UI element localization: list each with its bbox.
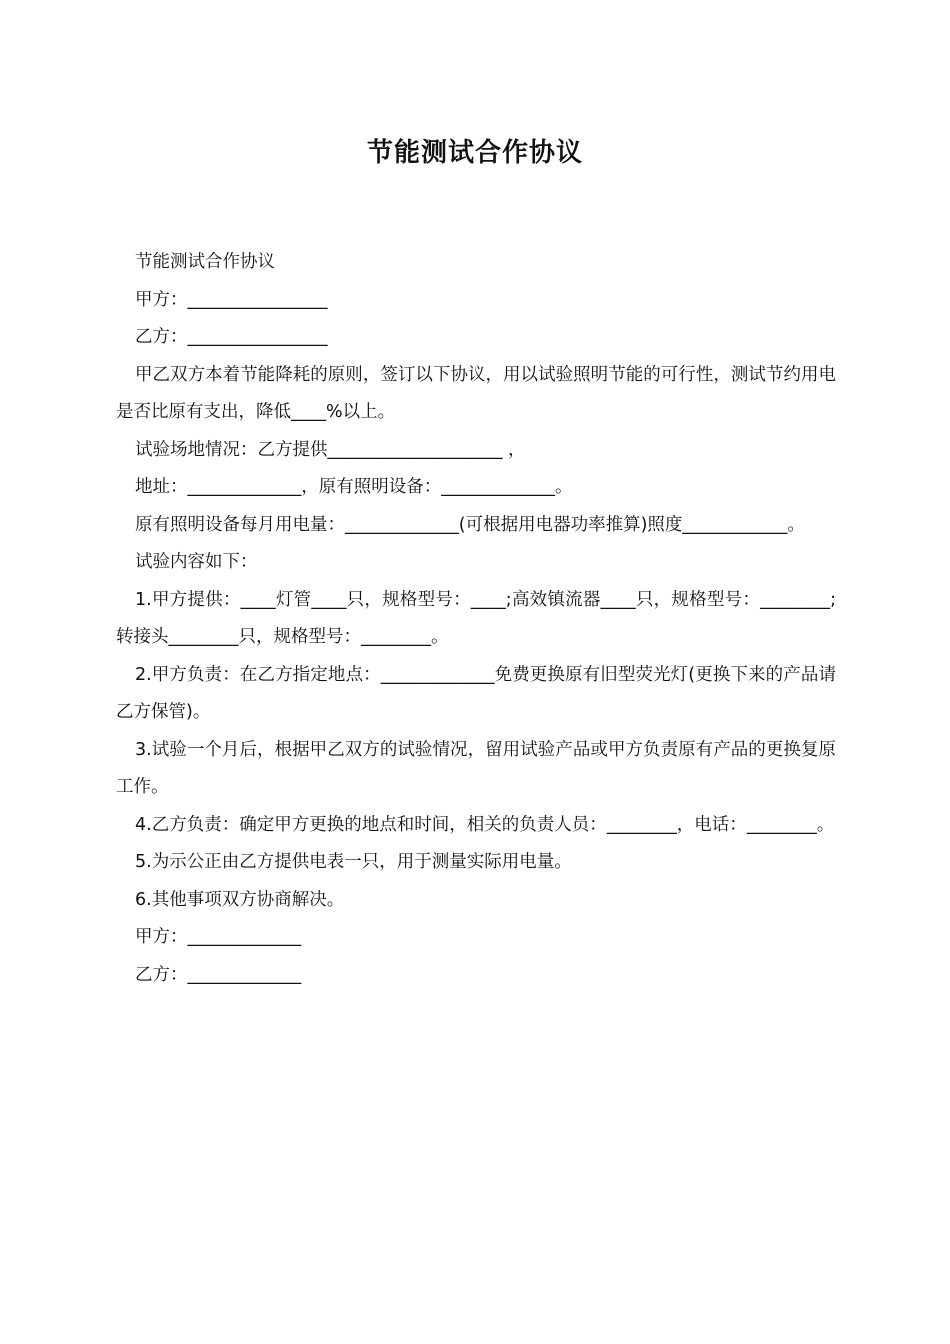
signature-party-b: 乙方：_____________	[135, 964, 302, 985]
party-a-line: 甲方：________________	[135, 289, 328, 310]
test-site-paragraph: 试验场地情况：乙方提供____________________ ，	[135, 439, 526, 460]
clause-1: 1.甲方提供：____灯管____只，规格型号：____;高效镇流器____只，规格型号：________;转接头________只，规格型号：________。	[116, 589, 836, 647]
subtitle-paragraph: 节能测试合作协议	[135, 252, 275, 272]
party-b-line: 乙方：________________	[135, 327, 328, 347]
intro-paragraph: 甲乙双方本着节能降耗的原则，签订以下协议，用以试验照明节能的可行性，测试节约用电是否比原有支出，降低____%以上。	[116, 364, 836, 422]
clause-4: 4.乙方负责：确定甲方更换的地点和时间，相关的负责人员：________，电话：________。	[135, 814, 835, 835]
signature-party-a: 甲方：_____________	[135, 927, 302, 947]
clause-2: 2.甲方负责：在乙方指定地点：_____________免费更换原有旧型荧光灯(更换下来的产品请乙方保管)。	[116, 664, 836, 722]
document-title: 节能测试合作协议	[366, 138, 583, 168]
document-body	[116, 244, 836, 994]
power-usage-paragraph: 原有照明设备每月用电量：_____________(可根据用电器功率推算)照度____________。	[135, 514, 805, 535]
clause-5: 5.为示公正由乙方提供电表一只，用于测量实际用电量。	[135, 852, 572, 872]
test-content-heading: 试验内容如下：	[135, 552, 258, 572]
clause-6: 6.其他事项双方协商解决。	[135, 889, 345, 910]
address-paragraph: 地址：_____________，原有照明设备：_____________。	[135, 477, 573, 497]
clause-3: 3.试验一个月后，根据甲乙双方的试验情况，留用试验产品或甲方负责原有产品的更换复原工作。	[116, 739, 836, 797]
